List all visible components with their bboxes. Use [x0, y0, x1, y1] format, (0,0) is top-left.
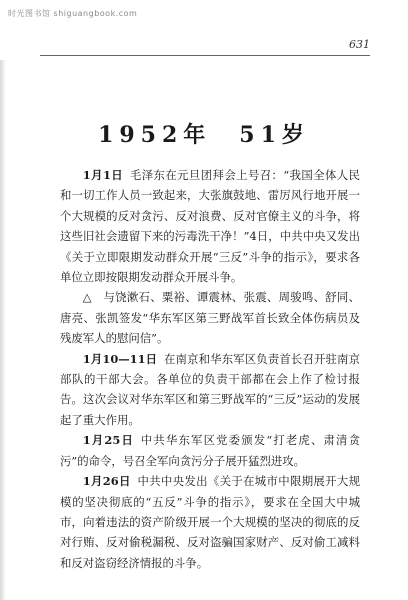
page-number: 631 — [349, 38, 370, 51]
entry-paragraph — [60, 430, 360, 471]
entry-text: 毛泽东在元旦团拜会上号召：“我国全体人民和一切工作人员一致起来，大张旗鼓地、雷厉风行地开展一个大规模的反对贪污、反对浪费、反对官僚主义的斗争，将这些旧社会遗留下来的污毒洗干净！”4日，中共中央又发出《关于立即限期发动群众开展“三反”斗争的指示》，要求各单位立即按限期发动群众开展斗争。 — [60, 168, 361, 285]
entry-date: 1月1日 — [82, 168, 124, 182]
entry-paragraph — [60, 165, 360, 287]
entry-text: 在南京和华东军区负责首长召开驻南京部队的干部大会。各单位的负责干部都在会上作了检讨报告。这次会议对华东军区和第三野战军的“三反”运动的发展起了重大作用。 — [60, 351, 360, 427]
page-title: 1952年 51岁 — [98, 122, 310, 148]
entry-date: 1月26日 — [82, 474, 131, 489]
entry-date: 1月25日 — [82, 433, 134, 448]
entry-text: △ 与饶漱石、粟裕、谭震林、张震、周骏鸣、舒同、唐亮、张凯签发“华东军区第三野战军首长致全体伤病员及残废军人的慰问信”。 — [60, 290, 360, 346]
watermark: 时光图书馆 shiguangbook.com — [8, 9, 138, 18]
chronicle-body — [60, 165, 360, 573]
entry-paragraph — [60, 349, 360, 431]
entry-text: 中共中央发出《关于在城市中限期展开大规模的坚决彻底的“五反”斗争的指示》，要求在全国大中城市，向着违法的资产阶级开展一个大规模的坚决的彻底的反对行贿、反对偷税漏税、反对盗骗国家财产、反对偷工减料和反对盗窃经济情报的斗争。 — [60, 474, 360, 570]
entry-paragraph — [60, 471, 360, 573]
entry-date: 1月10—11日 — [82, 351, 158, 366]
header-rule — [40, 55, 370, 56]
entry-text: 中共华东军区党委颁发“打老虎、肃清贪污”的命令，号召全军向贪污分子展开猛烈进攻。 — [60, 433, 360, 468]
entry-paragraph — [60, 287, 360, 348]
